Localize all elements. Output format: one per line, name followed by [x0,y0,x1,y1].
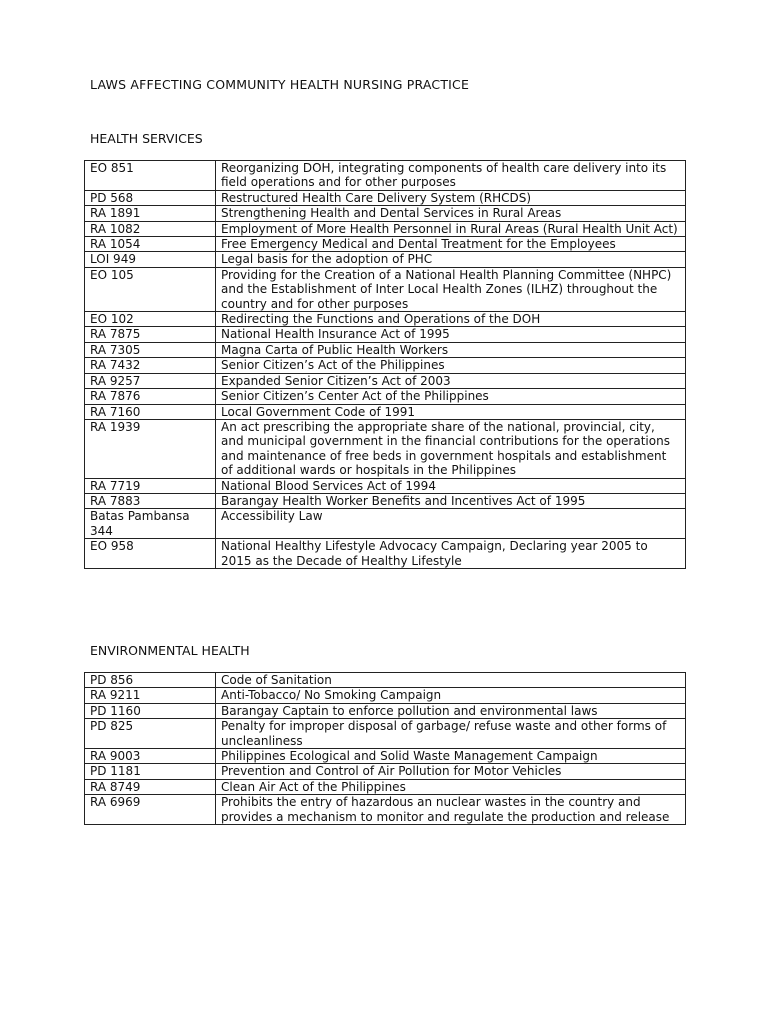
table-row [85,703,686,718]
table-row [85,190,686,205]
law-code-cell: RA 1054 [85,237,216,252]
law-code-cell: PD 1160 [85,703,216,718]
law-code-cell: RA 7876 [85,389,216,404]
law-code-cell: EO 102 [85,312,216,327]
law-code-cell: PD 568 [85,190,216,205]
health-services-heading: HEALTH SERVICES [90,131,203,146]
table-row [85,221,686,236]
table-row [85,206,686,221]
law-description-cell: Barangay Health Worker Benefits and Incentives Act of 1995 [216,493,686,508]
law-code-cell: RA 8749 [85,779,216,794]
environmental-health-table [84,672,686,825]
law-description-cell: Providing for the Creation of a National Health Planning Committee (NHPC) and the Establishment of Inter Local Health Zones (ILHZ) throughout the country and for other purposes [216,267,686,311]
law-description-cell: National Blood Services Act of 1994 [216,478,686,493]
law-description-cell: Prevention and Control of Air Pollution for Motor Vehicles [216,764,686,779]
table-row [85,749,686,764]
law-description-cell: Free Emergency Medical and Dental Treatment for the Employees [216,237,686,252]
law-description-cell: Local Government Code of 1991 [216,404,686,419]
law-description-cell: Senior Citizen’s Act of the Philippines [216,358,686,373]
table-row [85,539,686,569]
law-description-cell: Magna Carta of Public Health Workers [216,342,686,357]
law-description-cell: Employment of More Health Personnel in Rural Areas (Rural Health Unit Act) [216,221,686,236]
document-title: LAWS AFFECTING COMMUNITY HEALTH NURSING PRACTICE [90,77,470,92]
table-row [85,673,686,688]
law-description-cell: Accessibility Law [216,509,686,539]
table-row [85,267,686,311]
table-row [85,509,686,539]
table-row [85,719,686,749]
table-row [85,389,686,404]
law-description-cell: Code of Sanitation [216,673,686,688]
law-description-cell: Restructured Health Care Delivery System (RHCDS) [216,190,686,205]
table-row [85,764,686,779]
table-row [85,795,686,825]
table-row [85,493,686,508]
table-row [85,779,686,794]
law-code-cell: Batas Pambansa 344 [85,509,216,539]
law-code-cell: RA 9257 [85,373,216,388]
table-row [85,478,686,493]
law-description-cell: Prohibits the entry of hazardous an nuclear wastes in the country and provides a mechanism to monitor and regulate the production and release [216,795,686,825]
law-description-cell: National Healthy Lifestyle Advocacy Campaign, Declaring year 2005 to 2015 as the Decade of Healthy Lifestyle [216,539,686,569]
table-row [85,312,686,327]
law-description-cell: Penalty for improper disposal of garbage/ refuse waste and other forms of uncleanliness [216,719,686,749]
law-description-cell: An act prescribing the appropriate share of the national, provincial, city, and municipal government in the financial contributions for the operations and maintenance of free beds in government hospitals and establishment of additional wards or hospitals in the Philippines [216,419,686,478]
table-row [85,161,686,191]
law-description-cell: Philippines Ecological and Solid Waste Management Campaign [216,749,686,764]
law-description-cell: Barangay Captain to enforce pollution and environmental laws [216,703,686,718]
law-code-cell: RA 7305 [85,342,216,357]
law-code-cell: RA 7883 [85,493,216,508]
law-code-cell: PD 856 [85,673,216,688]
law-code-cell: RA 9211 [85,688,216,703]
law-code-cell: RA 7160 [85,404,216,419]
law-code-cell: RA 7432 [85,358,216,373]
table-row [85,419,686,478]
table-row [85,237,686,252]
law-code-cell: PD 825 [85,719,216,749]
law-code-cell: EO 851 [85,161,216,191]
health-services-table [84,160,686,569]
law-description-cell: Expanded Senior Citizen’s Act of 2003 [216,373,686,388]
table-row [85,404,686,419]
table-row [85,252,686,267]
law-code-cell: RA 7875 [85,327,216,342]
law-code-cell: RA 1082 [85,221,216,236]
law-code-cell: RA 1891 [85,206,216,221]
law-description-cell: National Health Insurance Act of 1995 [216,327,686,342]
law-description-cell: Redirecting the Functions and Operations of the DOH [216,312,686,327]
table-row [85,688,686,703]
environmental-health-heading: ENVIRONMENTAL HEALTH [90,643,250,658]
table-row [85,373,686,388]
law-description-cell: Legal basis for the adoption of PHC [216,252,686,267]
table-row [85,342,686,357]
law-description-cell: Senior Citizen’s Center Act of the Philippines [216,389,686,404]
law-description-cell: Clean Air Act of the Philippines [216,779,686,794]
law-description-cell: Reorganizing DOH, integrating components of health care delivery into its field operations and for other purposes [216,161,686,191]
law-code-cell: RA 1939 [85,419,216,478]
law-code-cell: RA 7719 [85,478,216,493]
law-code-cell: LOI 949 [85,252,216,267]
law-code-cell: PD 1181 [85,764,216,779]
table-row [85,327,686,342]
law-code-cell: RA 6969 [85,795,216,825]
law-code-cell: EO 958 [85,539,216,569]
law-description-cell: Anti-Tobacco/ No Smoking Campaign [216,688,686,703]
law-code-cell: RA 9003 [85,749,216,764]
law-description-cell: Strengthening Health and Dental Services in Rural Areas [216,206,686,221]
law-code-cell: EO 105 [85,267,216,311]
table-row [85,358,686,373]
